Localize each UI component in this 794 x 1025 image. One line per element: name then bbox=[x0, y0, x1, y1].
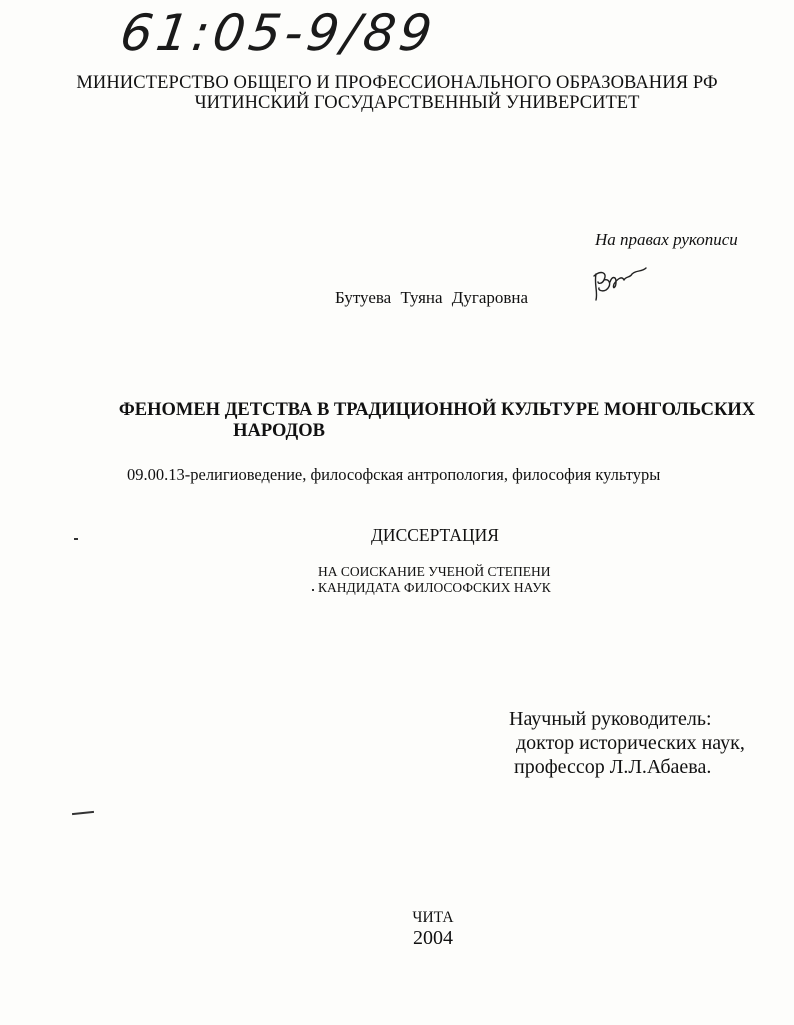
title-line-2: НАРОДОВ bbox=[233, 421, 325, 441]
supervisor-label: Научный руководитель: bbox=[509, 708, 712, 730]
supervisor-name: профессор Л.Л.Абаева. bbox=[514, 756, 712, 778]
year: 2004 bbox=[413, 927, 453, 949]
specialty-code: 09.00.13-религиоведение, философская антропология, философия культуры bbox=[127, 465, 661, 484]
handwritten-archive-number: 61:05-9/89 bbox=[116, 4, 440, 62]
dissertation-title bbox=[0, 400, 794, 442]
city: ЧИТА bbox=[412, 909, 454, 926]
scan-speck bbox=[74, 538, 78, 540]
author-name: Бутуева Туяна Дугаровна bbox=[335, 288, 529, 307]
degree-line-2: КАНДИДАТА ФИЛОСОФСКИХ НАУК bbox=[318, 580, 551, 595]
scan-speck bbox=[312, 589, 314, 591]
scan-speck bbox=[72, 811, 94, 815]
ministry-name: МИНИСТЕРСТВО ОБЩЕГО И ПРОФЕССИОНАЛЬНОГО ОБРАЗОВАНИЯ РФ bbox=[76, 73, 718, 93]
degree-line-1: НА СОИСКАНИЕ УЧЕНОЙ СТЕПЕНИ bbox=[318, 564, 551, 579]
document-type: ДИССЕРТАЦИЯ bbox=[371, 525, 499, 545]
manuscript-rights-note: На правах рукописи bbox=[595, 230, 738, 249]
university-name: ЧИТИНСКИЙ ГОСУДАРСТВЕННЫЙ УНИВЕРСИТЕТ bbox=[194, 93, 640, 113]
author-signature bbox=[590, 262, 650, 304]
title-line-1: ФЕНОМЕН ДЕТСТВА В ТРАДИЦИОННОЙ КУЛЬТУРЕ МОНГОЛЬСКИХ bbox=[118, 400, 756, 420]
supervisor-degree: доктор исторических наук, bbox=[516, 732, 745, 754]
